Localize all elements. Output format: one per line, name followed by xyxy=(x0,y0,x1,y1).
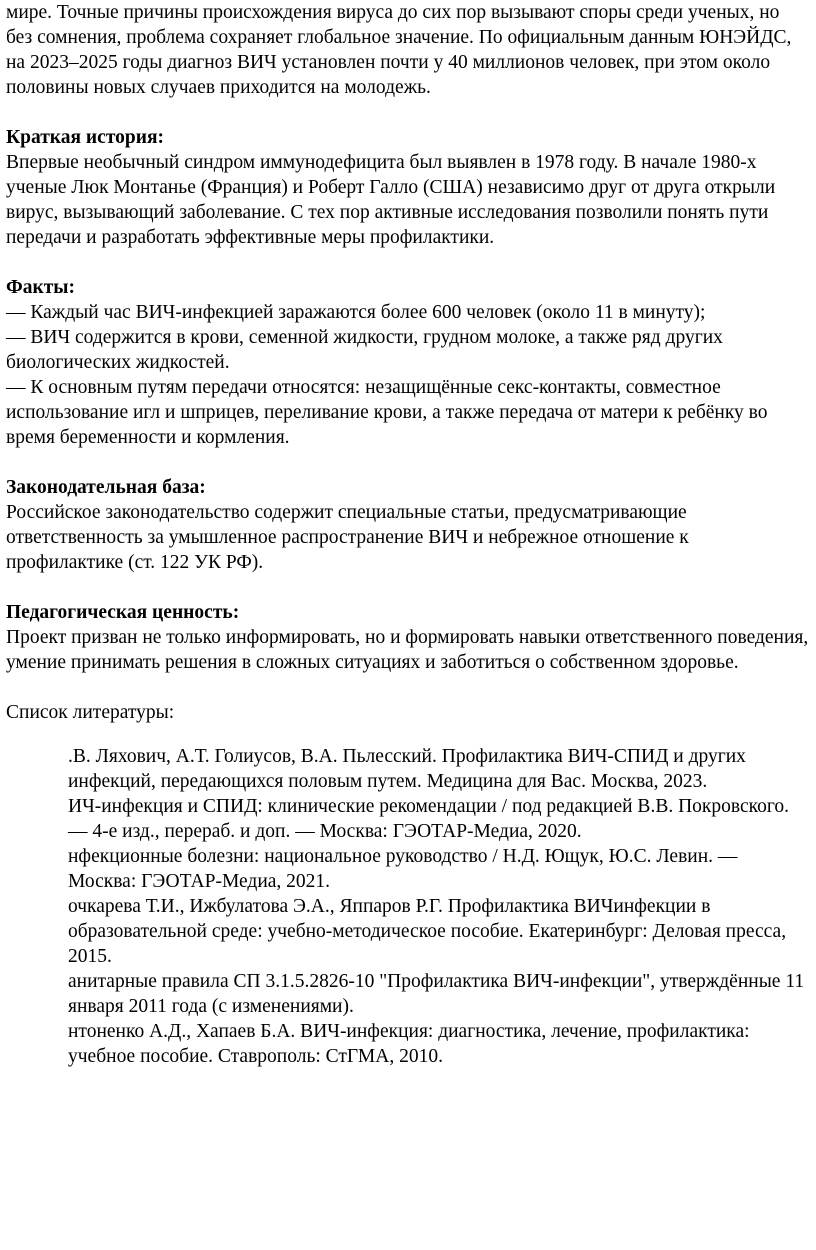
reference-item: .В. Ляхович, А.Т. Голиусов, В.А. Пьлесский. Профилактика ВИЧ-СПИД и других инфекций, передающихся половым путем. Медицина для Вас. Москва, 2023. xyxy=(68,746,746,792)
legal-heading: Законодательная база: xyxy=(6,477,206,498)
history-heading: Краткая история: xyxy=(6,127,165,148)
reference-item: очкарева Т.И., Ижбулатова Э.А., Яппаров Р.Г. Профилактика ВИЧинфекции в образовательной среде: учебно-методическое пособие. Екатеринбург: Деловая пресса, 2015. xyxy=(68,896,787,967)
fact-item: — К основным путям передачи относятся: незащищённые секс-контакты, совместное использование игл и шприцев, переливание крови, а также передача от матери к ребёнку во время беременности и кормления. xyxy=(6,377,768,448)
legal-section xyxy=(6,475,810,575)
history-section xyxy=(6,125,810,250)
reference-item: нфекционные болезни: национальное руководство / Н.Д. Ющук, Ю.С. Левин. — Москва: ГЭОТАР-Медиа, 2021. xyxy=(68,846,738,892)
legal-text: Российское законодательство содержит специальные статьи, предусматривающие ответственность за умышленное распространение ВИЧ и небрежное отношение к профилактике (ст. 122 УК РФ). xyxy=(6,502,689,573)
reference-item: ИЧ-инфекция и СПИД: клинические рекомендации / под редакцией В.В. Покровского. — 4-е изд., перераб. и доп. — Москва: ГЭОТАР-Медиа, 2020. xyxy=(68,796,789,842)
references-heading: Список литературы: xyxy=(6,702,175,723)
pedagogy-heading: Педагогическая ценность: xyxy=(6,602,240,623)
reference-item: нтоненко А.Д., Хапаев Б.А. ВИЧ-инфекция: диагностика, лечение, профилактика: учебное пособие. Ставрополь: СтГМА, 2010. xyxy=(68,1021,750,1067)
pedagogy-section xyxy=(6,600,810,675)
history-text: Впервые необычный синдром иммунодефицита был выявлен в 1978 году. В начале 1980-х ученые Люк Монтанье (Франция) и Роберт Галло (США) независимо друг от друга открыли вирус, вызывающий заболевание. С тех пор активные исследования позволили понять пути передачи и разработать эффективные меры профилактики. xyxy=(6,152,776,248)
facts-heading: Факты: xyxy=(6,277,76,298)
references-list xyxy=(6,744,810,1069)
facts-section xyxy=(6,275,810,450)
fact-item: — Каждый час ВИЧ-инфекцией заражаются более 600 человек (около 11 в минуту); xyxy=(6,302,706,323)
pedagogy-text: Проект призван не только информировать, но и формировать навыки ответственного поведения, умение принимать решения в сложных ситуациях и заботиться о собственном здоровье. xyxy=(6,627,809,673)
reference-item: анитарные правила СП 3.1.5.2826-10 "Профилактика ВИЧ-инфекции", утверждённые 11 января 2011 года (с изменениями). xyxy=(68,971,805,1017)
fact-item: — ВИЧ содержится в крови, семенной жидкости, грудном молоке, а также ряд других биологических жидкостей. xyxy=(6,327,723,373)
intro-paragraph: мире. Точные причины происхождения вируса до сих пор вызывают споры среди ученых, но без сомнения, проблема сохраняет глобальное значение. По официальным данным ЮНЭЙДС, на 2023–2025 годы диагноз ВИЧ установлен почти у 40 миллионов человек, при этом около половины новых случаев приходится на молодежь. xyxy=(6,2,792,98)
